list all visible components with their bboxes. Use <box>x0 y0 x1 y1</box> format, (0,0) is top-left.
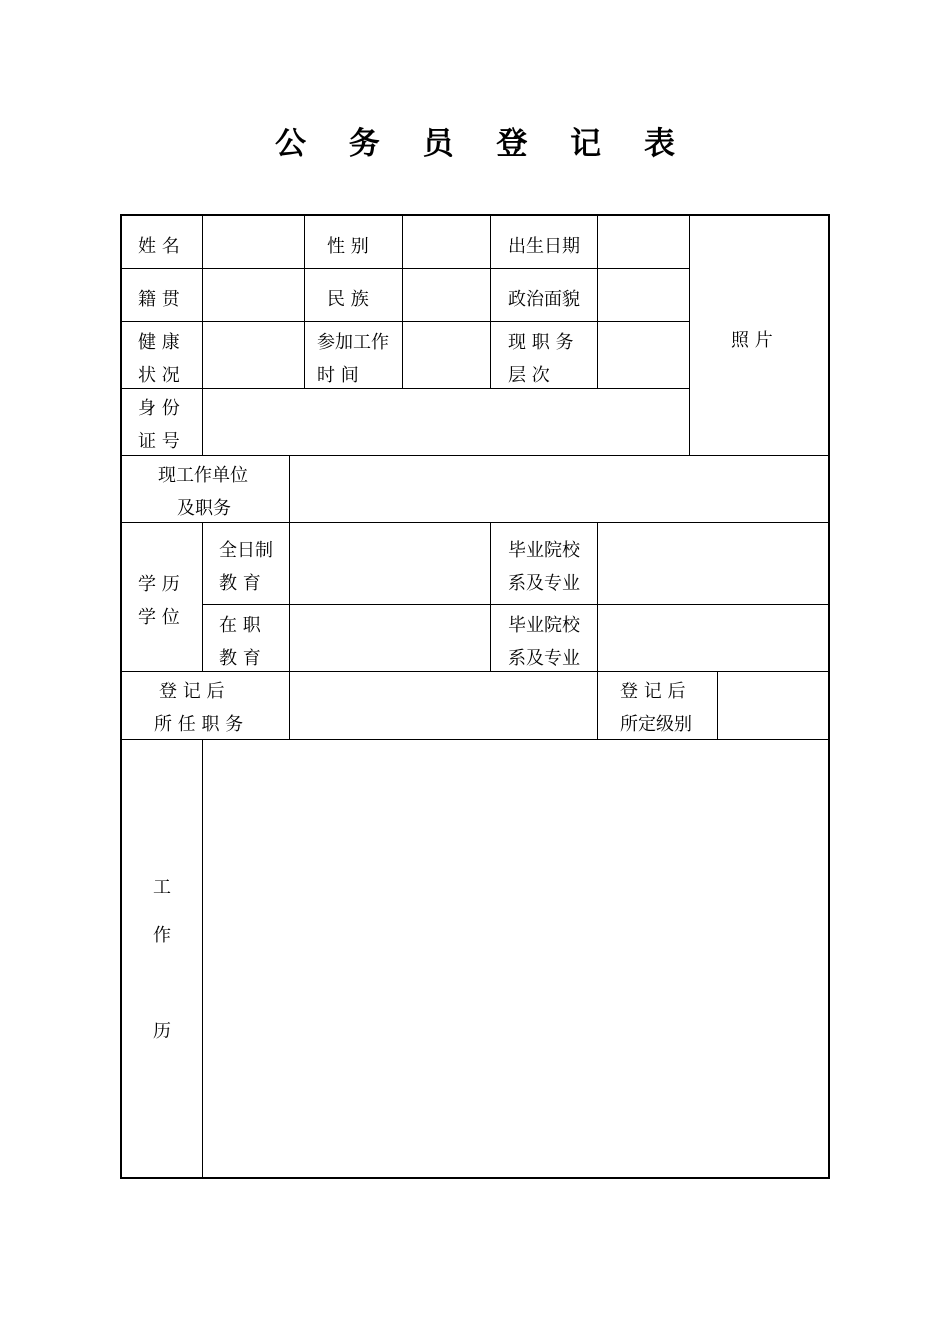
work-unit-field[interactable] <box>291 457 828 521</box>
health-label: 状 况 <box>138 365 180 386</box>
position-level-field[interactable] <box>599 323 688 387</box>
id-number-label: 身 份 <box>138 398 180 419</box>
work-history-label: 工 <box>153 877 171 898</box>
post-registration-position-label: 登 记 后 <box>159 681 225 702</box>
fulltime-school-major-label: 系及专业 <box>508 573 580 594</box>
inservice-education-label: 在 职 <box>219 615 261 636</box>
post-registration-position-label: 所 任 职 务 <box>154 714 244 735</box>
inservice-school-major-label: 系及专业 <box>508 648 580 669</box>
fulltime-education-label: 教 育 <box>219 573 261 594</box>
join-work-time-label: 时 间 <box>317 365 359 386</box>
native-place-label: 籍 贯 <box>138 289 180 310</box>
post-registration-level-label: 所定级别 <box>620 714 692 735</box>
name-label: 姓 名 <box>138 236 180 257</box>
photo-label: 照 片 <box>731 330 773 351</box>
inservice-school-major-label: 毕业院校 <box>508 615 580 636</box>
row-divider <box>120 268 690 269</box>
col-divider <box>402 214 403 388</box>
gender-label: 性 别 <box>327 236 369 257</box>
id-number-field[interactable] <box>204 390 688 454</box>
col-divider <box>289 671 290 739</box>
col-divider <box>202 214 203 455</box>
work-history-label: 作 <box>153 925 171 946</box>
col-divider <box>597 522 598 671</box>
col-divider <box>202 522 203 671</box>
work-unit-label: 及职务 <box>177 498 231 519</box>
name-field[interactable] <box>204 216 303 268</box>
birth-date-label: 出生日期 <box>508 236 580 257</box>
work-history-label: 历 <box>153 1021 171 1042</box>
col-divider <box>490 214 491 388</box>
col-divider <box>689 214 690 455</box>
col-divider <box>202 739 203 1179</box>
row-divider <box>203 604 830 605</box>
fulltime-education-field[interactable] <box>291 524 489 603</box>
inservice-school-major-field[interactable] <box>599 606 828 670</box>
fulltime-school-major-label: 毕业院校 <box>508 540 580 561</box>
form-title: 公 务 员 登 记 表 <box>275 126 691 162</box>
col-divider <box>490 522 491 671</box>
political-status-label: 政治面貌 <box>508 289 580 310</box>
education-degree-label: 学 历 <box>138 574 180 595</box>
join-work-time-label: 参加工作 <box>317 332 389 353</box>
col-divider <box>597 214 598 388</box>
work-history-field[interactable] <box>204 741 828 1177</box>
row-divider <box>120 321 690 322</box>
health-label: 健 康 <box>138 332 180 353</box>
position-level-label: 现 职 务 <box>508 332 574 353</box>
inservice-education-field[interactable] <box>291 606 489 670</box>
col-divider <box>597 671 598 739</box>
col-divider <box>289 455 290 522</box>
join-work-time-field[interactable] <box>404 323 489 387</box>
col-divider <box>289 522 290 671</box>
fulltime-school-major-field[interactable] <box>599 524 828 603</box>
inservice-education-label: 教 育 <box>219 648 261 669</box>
col-divider <box>717 671 718 739</box>
post-registration-level-label: 登 记 后 <box>620 681 686 702</box>
gender-field[interactable] <box>404 216 489 268</box>
post-registration-level-field[interactable] <box>719 673 828 738</box>
birth-date-field[interactable] <box>599 216 688 268</box>
post-registration-position-field[interactable] <box>291 673 596 738</box>
ethnicity-field[interactable] <box>404 270 489 320</box>
photo-slot[interactable] <box>691 216 828 454</box>
row-divider <box>120 388 690 389</box>
row-divider <box>120 455 830 456</box>
education-degree-label: 学 位 <box>138 607 180 628</box>
health-field[interactable] <box>204 323 303 387</box>
col-divider <box>304 214 305 388</box>
political-status-field[interactable] <box>599 270 688 320</box>
ethnicity-label: 民 族 <box>327 289 369 310</box>
fulltime-education-label: 全日制 <box>219 540 273 561</box>
work-unit-label: 现工作单位 <box>158 465 248 486</box>
native-place-field[interactable] <box>204 270 303 320</box>
position-level-label: 层 次 <box>508 365 550 386</box>
id-number-label: 证 号 <box>138 431 180 452</box>
